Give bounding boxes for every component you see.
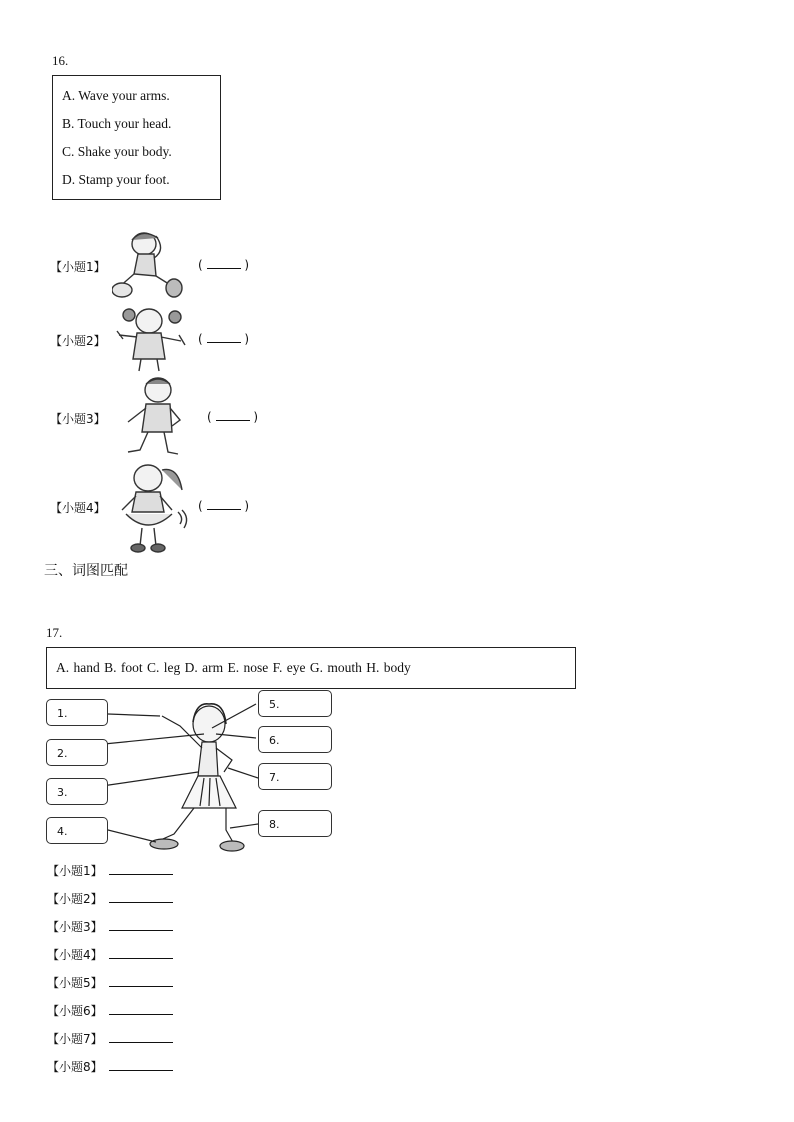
girl-shaking-picture — [112, 460, 192, 554]
girl-waving-picture — [115, 303, 190, 375]
q17-box-2: 2. — [46, 739, 108, 766]
q17-box-5: 5. — [258, 690, 332, 717]
q16-sub3-label: 【小题3】 — [50, 412, 106, 426]
q16-option-a: A. Wave your arms. — [62, 88, 170, 103]
q17-answer-8[interactable]: 【小题8】 — [47, 1058, 173, 1075]
section-title: 三、词图匹配 — [44, 563, 128, 579]
q17-answer-5[interactable]: 【小题5】 — [47, 974, 173, 991]
q16-sub2-answer[interactable]: ( ) — [198, 332, 250, 346]
q16-sub4-answer[interactable]: ( ) — [198, 499, 250, 513]
q17-answer-1[interactable]: 【小题1】 — [47, 862, 173, 879]
q16-sub1-label: 【小题1】 — [50, 260, 106, 274]
q17-word-bank-box — [46, 647, 576, 689]
q16-sub2-label: 【小题2】 — [50, 334, 106, 348]
q16-sub1-answer[interactable]: ( ) — [198, 258, 250, 272]
q16-sub3-answer[interactable]: ( ) — [207, 410, 259, 424]
q16-sub4-label: 【小题4】 — [50, 501, 106, 515]
q17-box-7: 7. — [258, 763, 332, 790]
q17-word-bank: A. hand B. foot C. leg D. arm E. nose F. eye G. mouth H. body — [56, 660, 411, 675]
q17-box-3: 3. — [46, 778, 108, 805]
q17-box-1: 1. — [46, 699, 108, 726]
q17-answer-7[interactable]: 【小题7】 — [47, 1030, 173, 1047]
q17-box-4: 4. — [46, 817, 108, 844]
q17-answer-4[interactable]: 【小题4】 — [47, 946, 173, 963]
question-16-number: 16. — [52, 53, 69, 68]
boy-sitting-picture — [112, 230, 190, 300]
q16-option-c: C. Shake your body. — [62, 144, 172, 159]
boy-stamping-picture — [118, 376, 190, 460]
q17-box-6: 6. — [258, 726, 332, 753]
q17-answer-6[interactable]: 【小题6】 — [47, 1002, 173, 1019]
q17-answer-3[interactable]: 【小题3】 — [47, 918, 173, 935]
q16-options-box — [52, 75, 221, 200]
q16-option-d: D. Stamp your foot. — [62, 172, 170, 187]
q17-box-8: 8. — [258, 810, 332, 837]
q17-answer-2[interactable]: 【小题2】 — [47, 890, 173, 907]
q16-option-b: B. Touch your head. — [62, 116, 172, 131]
question-17-number: 17. — [46, 625, 63, 640]
